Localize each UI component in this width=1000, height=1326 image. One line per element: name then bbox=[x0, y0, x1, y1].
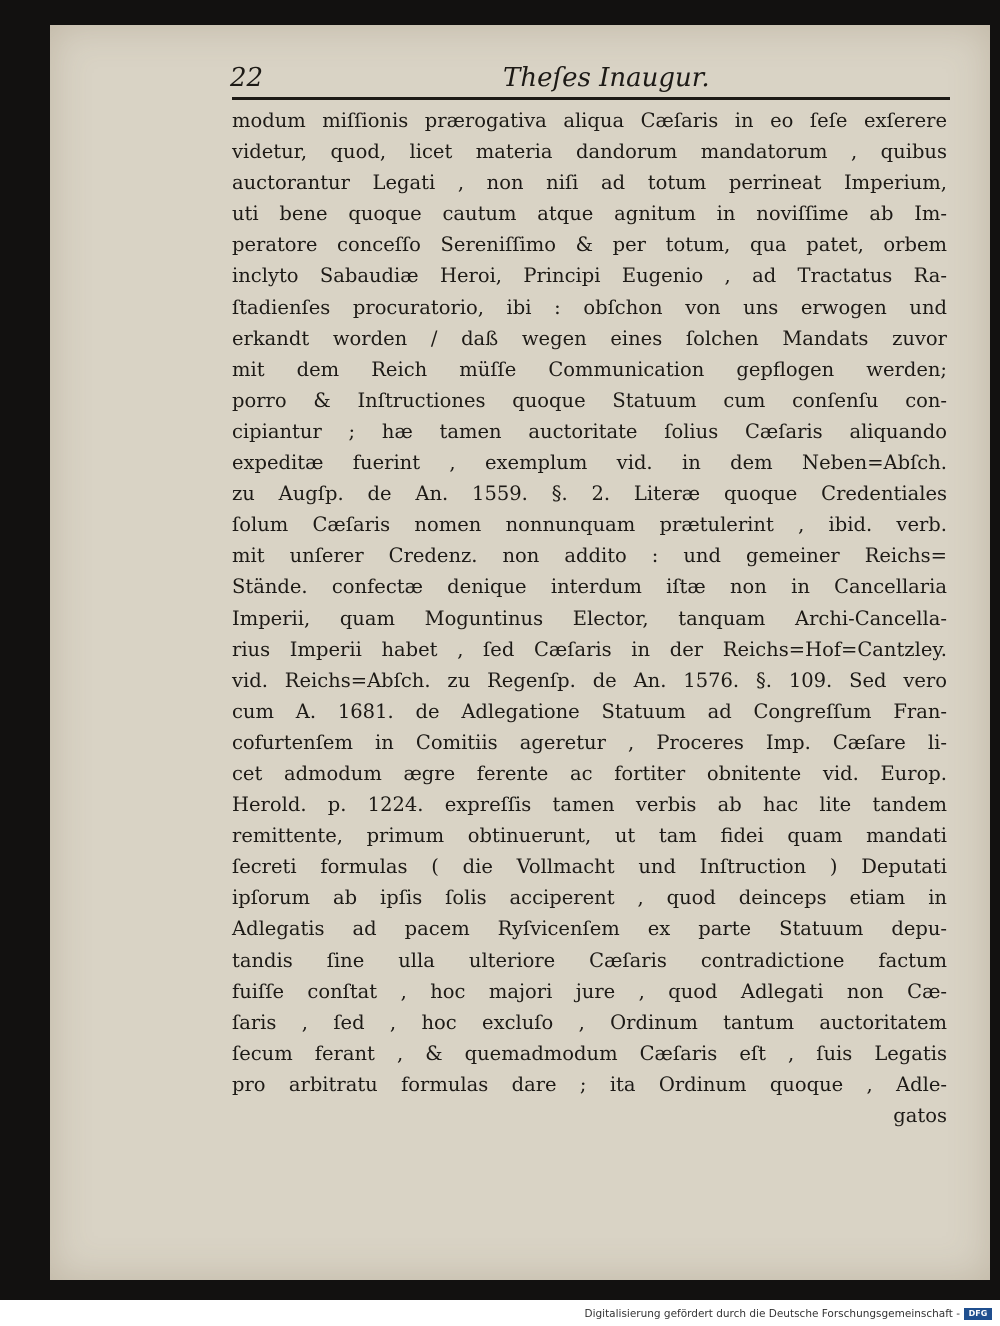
text-line: fuiſſe conſtat , hoc majori jure , quod Adlegati non Cæ- bbox=[232, 979, 947, 1003]
text-line: porro & Inſtructiones quoque Statuum cum conſenſu con- bbox=[232, 388, 947, 412]
footer-bar bbox=[0, 1300, 1000, 1326]
text-line: cet admodum ægre ferente ac fortiter obnitente vid. Europ. bbox=[232, 761, 947, 785]
text-line: ſecreti formulas ( die Vollmacht und Inſtruction ) Deputati bbox=[232, 855, 947, 879]
text-line: inclyto Sabaudiæ Heroi, Principi Eugenio , ad Tractatus Ra- bbox=[232, 264, 947, 288]
text-line: ipſorum ab ipſis ſolis acciperent , quod deinceps etiam in bbox=[232, 886, 947, 910]
text-line: uti bene quoque cautum atque agnitum in noviſſime ab Im- bbox=[232, 202, 947, 226]
text-line: mit dem Reich müſſe Communication gepflogen werden; bbox=[232, 357, 947, 381]
text-line: rius Imperii habet , ſed Cæſaris in der Reichs=Hof=Cantzley. bbox=[232, 637, 947, 661]
text-line: vid. Reichs=Abſch. zu Regenſp. de An. 1576. §. 109. Sed vero bbox=[232, 668, 947, 692]
text-line: mit unſerer Credenz. non addito : und gemeiner Reichs= bbox=[232, 544, 947, 568]
text-line: videtur, quod, licet materia dandorum mandatorum , quibus bbox=[232, 140, 947, 164]
text-line: ſecum ferant , & quemadmodum Cæſaris eſt , ſuis Legatis bbox=[232, 1041, 947, 1065]
header-rule bbox=[232, 97, 950, 100]
text-line: ſtadienſes procuratorio, ibi : obſchon von uns erwogen und bbox=[232, 295, 947, 319]
text-line: cipiantur ; hæ tamen auctoritate ſolius Cæſaris aliquando bbox=[232, 419, 947, 443]
funding-credit: Digitalisierung gefördert durch die Deutsche Forschungsgemeinschaft - bbox=[584, 1308, 960, 1320]
text-line: Stände. confectæ denique interdum iſtæ non in Cancellaria bbox=[232, 575, 947, 599]
book-page bbox=[50, 25, 990, 1280]
text-line: modum miſſionis prærogativa aliqua Cæſaris in eo ſeſe exſerere bbox=[232, 109, 947, 132]
text-line: ſolum Cæſaris nomen nonnunquam prætulerint , ibid. verb. bbox=[232, 513, 947, 537]
text-line: peratore conceſſo Sereniſſimo & per totum, qua patet, orbem bbox=[232, 233, 947, 257]
text-line: Herold. p. 1224. expreſſis tamen verbis ab hac lite tandem bbox=[232, 793, 947, 817]
text-line: Imperii, quam Moguntinus Elector, tanquam Archi-Cancella- bbox=[232, 606, 947, 630]
text-line: remittente, primum obtinuerunt, ut tam fidei quam mandati bbox=[232, 824, 947, 848]
text-line: auctorantur Legati , non niſi ad totum perrineat Imperium, bbox=[232, 171, 947, 195]
text-line: pro arbitratu formulas dare ; ita Ordinum quoque , Adle- bbox=[232, 1072, 947, 1096]
text-line: erkandt worden / daß wegen eines ſolchen Mandats zuvor bbox=[232, 326, 947, 350]
text-line: tandis ſine ulla ulteriore Cæſaris contradictione factum bbox=[232, 948, 947, 972]
text-line: Adlegatis ad pacem Ryſvicenſem ex parte Statuum depu- bbox=[232, 917, 947, 941]
page-number: 22 bbox=[230, 63, 264, 93]
text-line: cofurtenſem in Comitiis ageretur , Proceres Imp. Cæſare li- bbox=[232, 730, 947, 754]
running-head: Theſes Inaugur. bbox=[503, 63, 710, 93]
body-text bbox=[232, 105, 947, 1131]
text-line: cum A. 1681. de Adlegatione Statuum ad Congreſſum Fran- bbox=[232, 699, 947, 723]
text-line: zu Augſp. de An. 1559. §. 2. Literæ quoque Credentiales bbox=[232, 482, 947, 506]
text-line: ſaris , ſed , hoc excluſo , Ordinum tantum auctoritatem bbox=[232, 1010, 947, 1034]
dfg-logo-icon: DFG bbox=[964, 1308, 992, 1320]
catchword: gatos bbox=[893, 1104, 947, 1127]
text-line: expeditæ fuerint , exemplum vid. in dem Neben=Abſch. bbox=[232, 451, 947, 475]
